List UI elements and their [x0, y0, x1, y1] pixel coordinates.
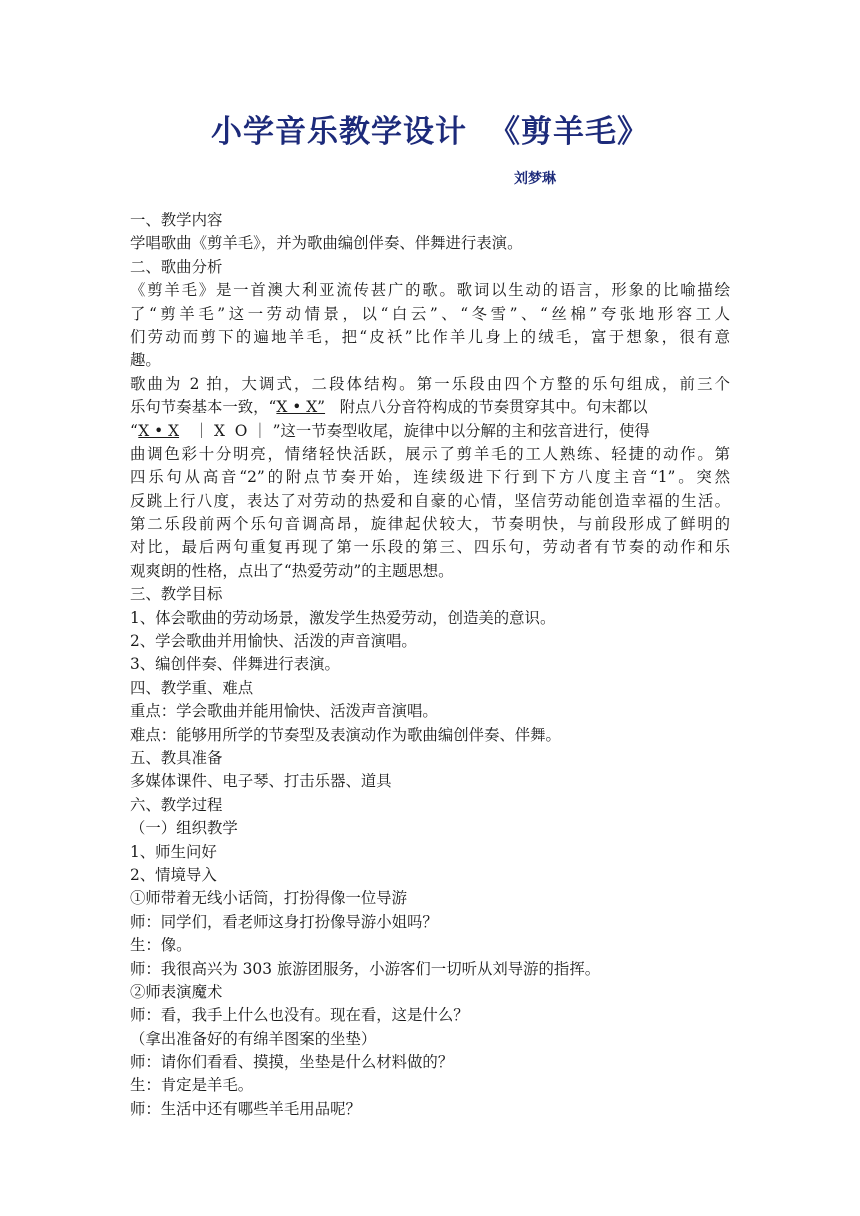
- paragraph-line: 了“剪羊毛”这一劳动情景，以“白云”、“冬雪”、“丝棉”夸张地形容工人: [130, 304, 730, 323]
- text-fragment: 附点八分音符构成的节奏贯穿其中。句末都以: [325, 398, 648, 417]
- paragraph-line: 四乐句从高音“2”的附点节奏开始，连续级进下行到下方八度主音“1”。突然: [130, 468, 730, 487]
- dialogue-line: 师：生活中还有哪些羊毛用品呢？: [130, 1099, 361, 1118]
- list-item: 1、师生问好: [130, 842, 217, 861]
- section-heading: 二、歌曲分析: [130, 257, 223, 276]
- author-name: 刘梦琳: [514, 171, 556, 187]
- dialogue-line: 师：同学们，看老师这身打扮像导游小姐吗？: [130, 912, 438, 931]
- paragraph-line: 们劳动而剪下的遍地羊毛，把“皮袄”比作羊儿身上的绒毛，富于想象，很有意: [130, 327, 730, 346]
- paragraph-line: 多媒体课件、电子琴、打击乐器、道具: [130, 772, 392, 791]
- section-heading: 一、教学内容: [130, 211, 223, 229]
- dialogue-line: 师：我很高兴为 303 旅游团服务，小游客们一切听从刘导游的指挥。: [130, 959, 601, 978]
- document-body: [130, 209, 730, 1121]
- paragraph-line: [130, 396, 730, 419]
- paragraph-line: 第二乐段前两个乐句音调高昂，旋律起伏较大，节奏明快，与前段形成了鲜明的: [130, 515, 730, 534]
- rhythm-notation: X • X”: [276, 398, 326, 417]
- subsection-heading: （一）组织教学: [130, 819, 238, 838]
- title-song: 《剪羊毛》: [489, 114, 649, 150]
- document-title: [0, 106, 860, 151]
- text-fragment: “: [130, 421, 139, 440]
- dialogue-line: 生：像。: [130, 936, 192, 955]
- paragraph-line: 难点：能够用所学的节奏型及表演动作为歌曲编创伴奏、伴舞。: [130, 725, 561, 744]
- section-heading: 四、教学重、难点: [130, 678, 254, 697]
- text-fragment: ｜ X O ｜ ”这一节奏型收尾，旋律中以分解的主和弦音进行，使得: [179, 421, 650, 440]
- paragraph-line: 观爽朗的性格，点出了“热爱劳动”的主题思想。: [130, 561, 454, 580]
- dialogue-line: 生：肯定是羊毛。: [130, 1076, 254, 1095]
- paragraph-line: 歌曲为 2 拍，大调式，二段体结构。第一乐段由四个方整的乐句组成，前三个: [130, 374, 730, 393]
- paragraph-line: 《剪羊毛》是一首澳大利亚流传甚广的歌。歌词以生动的语言，形象的比喻描绘: [130, 281, 730, 300]
- title-main: 小学音乐教学设计: [211, 114, 467, 150]
- rhythm-notation: X • X: [138, 421, 180, 440]
- section-heading: 六、教学过程: [130, 795, 223, 814]
- dialogue-line: 师：看，我手上什么也没有。现在看，这是什么？: [130, 1006, 469, 1025]
- list-item: 3、编创伴奏、伴舞进行表演。: [130, 655, 340, 674]
- paragraph-line: ①师带着无线小话筒，打扮得像一位导游: [130, 889, 408, 908]
- paragraph-line: 反跳上行八度，表达了对劳动的热爱和自豪的心情，坚信劳动能创造幸福的生活。: [130, 491, 730, 510]
- paragraph-line: ②师表演魔术: [130, 982, 223, 1001]
- list-item: 2、情境导入: [130, 865, 217, 884]
- list-item: 1、体会歌曲的劳动场景，激发学生热爱劳动，创造美的意识。: [130, 608, 556, 627]
- section-heading: 五、教具准备: [130, 748, 223, 767]
- paragraph-line: [130, 420, 730, 443]
- paragraph-line: 曲调色彩十分明亮，情绪轻快活跃，展示了剪羊毛的工人熟练、轻捷的动作。第: [130, 444, 730, 463]
- paragraph-line: （拿出准备好的有绵羊图案的坐垫）: [130, 1029, 377, 1048]
- paragraph-line: 趣。: [130, 351, 161, 370]
- paragraph-line: 对比，最后两句重复再现了第一乐段的第三、四乐句，劳动者有节奏的动作和乐: [130, 538, 730, 557]
- list-item: 2、学会歌曲并用愉快、活泼的声音演唱。: [130, 632, 417, 651]
- dialogue-line: 师：请你们看看、摸摸，坐垫是什么材料做的？: [130, 1053, 454, 1072]
- paragraph-line: 学唱歌曲《剪羊毛》，并为歌曲编创伴奏、伴舞进行表演。: [130, 234, 523, 253]
- section-heading: 三、教学目标: [130, 585, 223, 604]
- paragraph-line: 重点：学会歌曲并能用愉快、活泼声音演唱。: [130, 702, 438, 721]
- text-fragment: 乐句节奏基本一致，“: [130, 398, 277, 417]
